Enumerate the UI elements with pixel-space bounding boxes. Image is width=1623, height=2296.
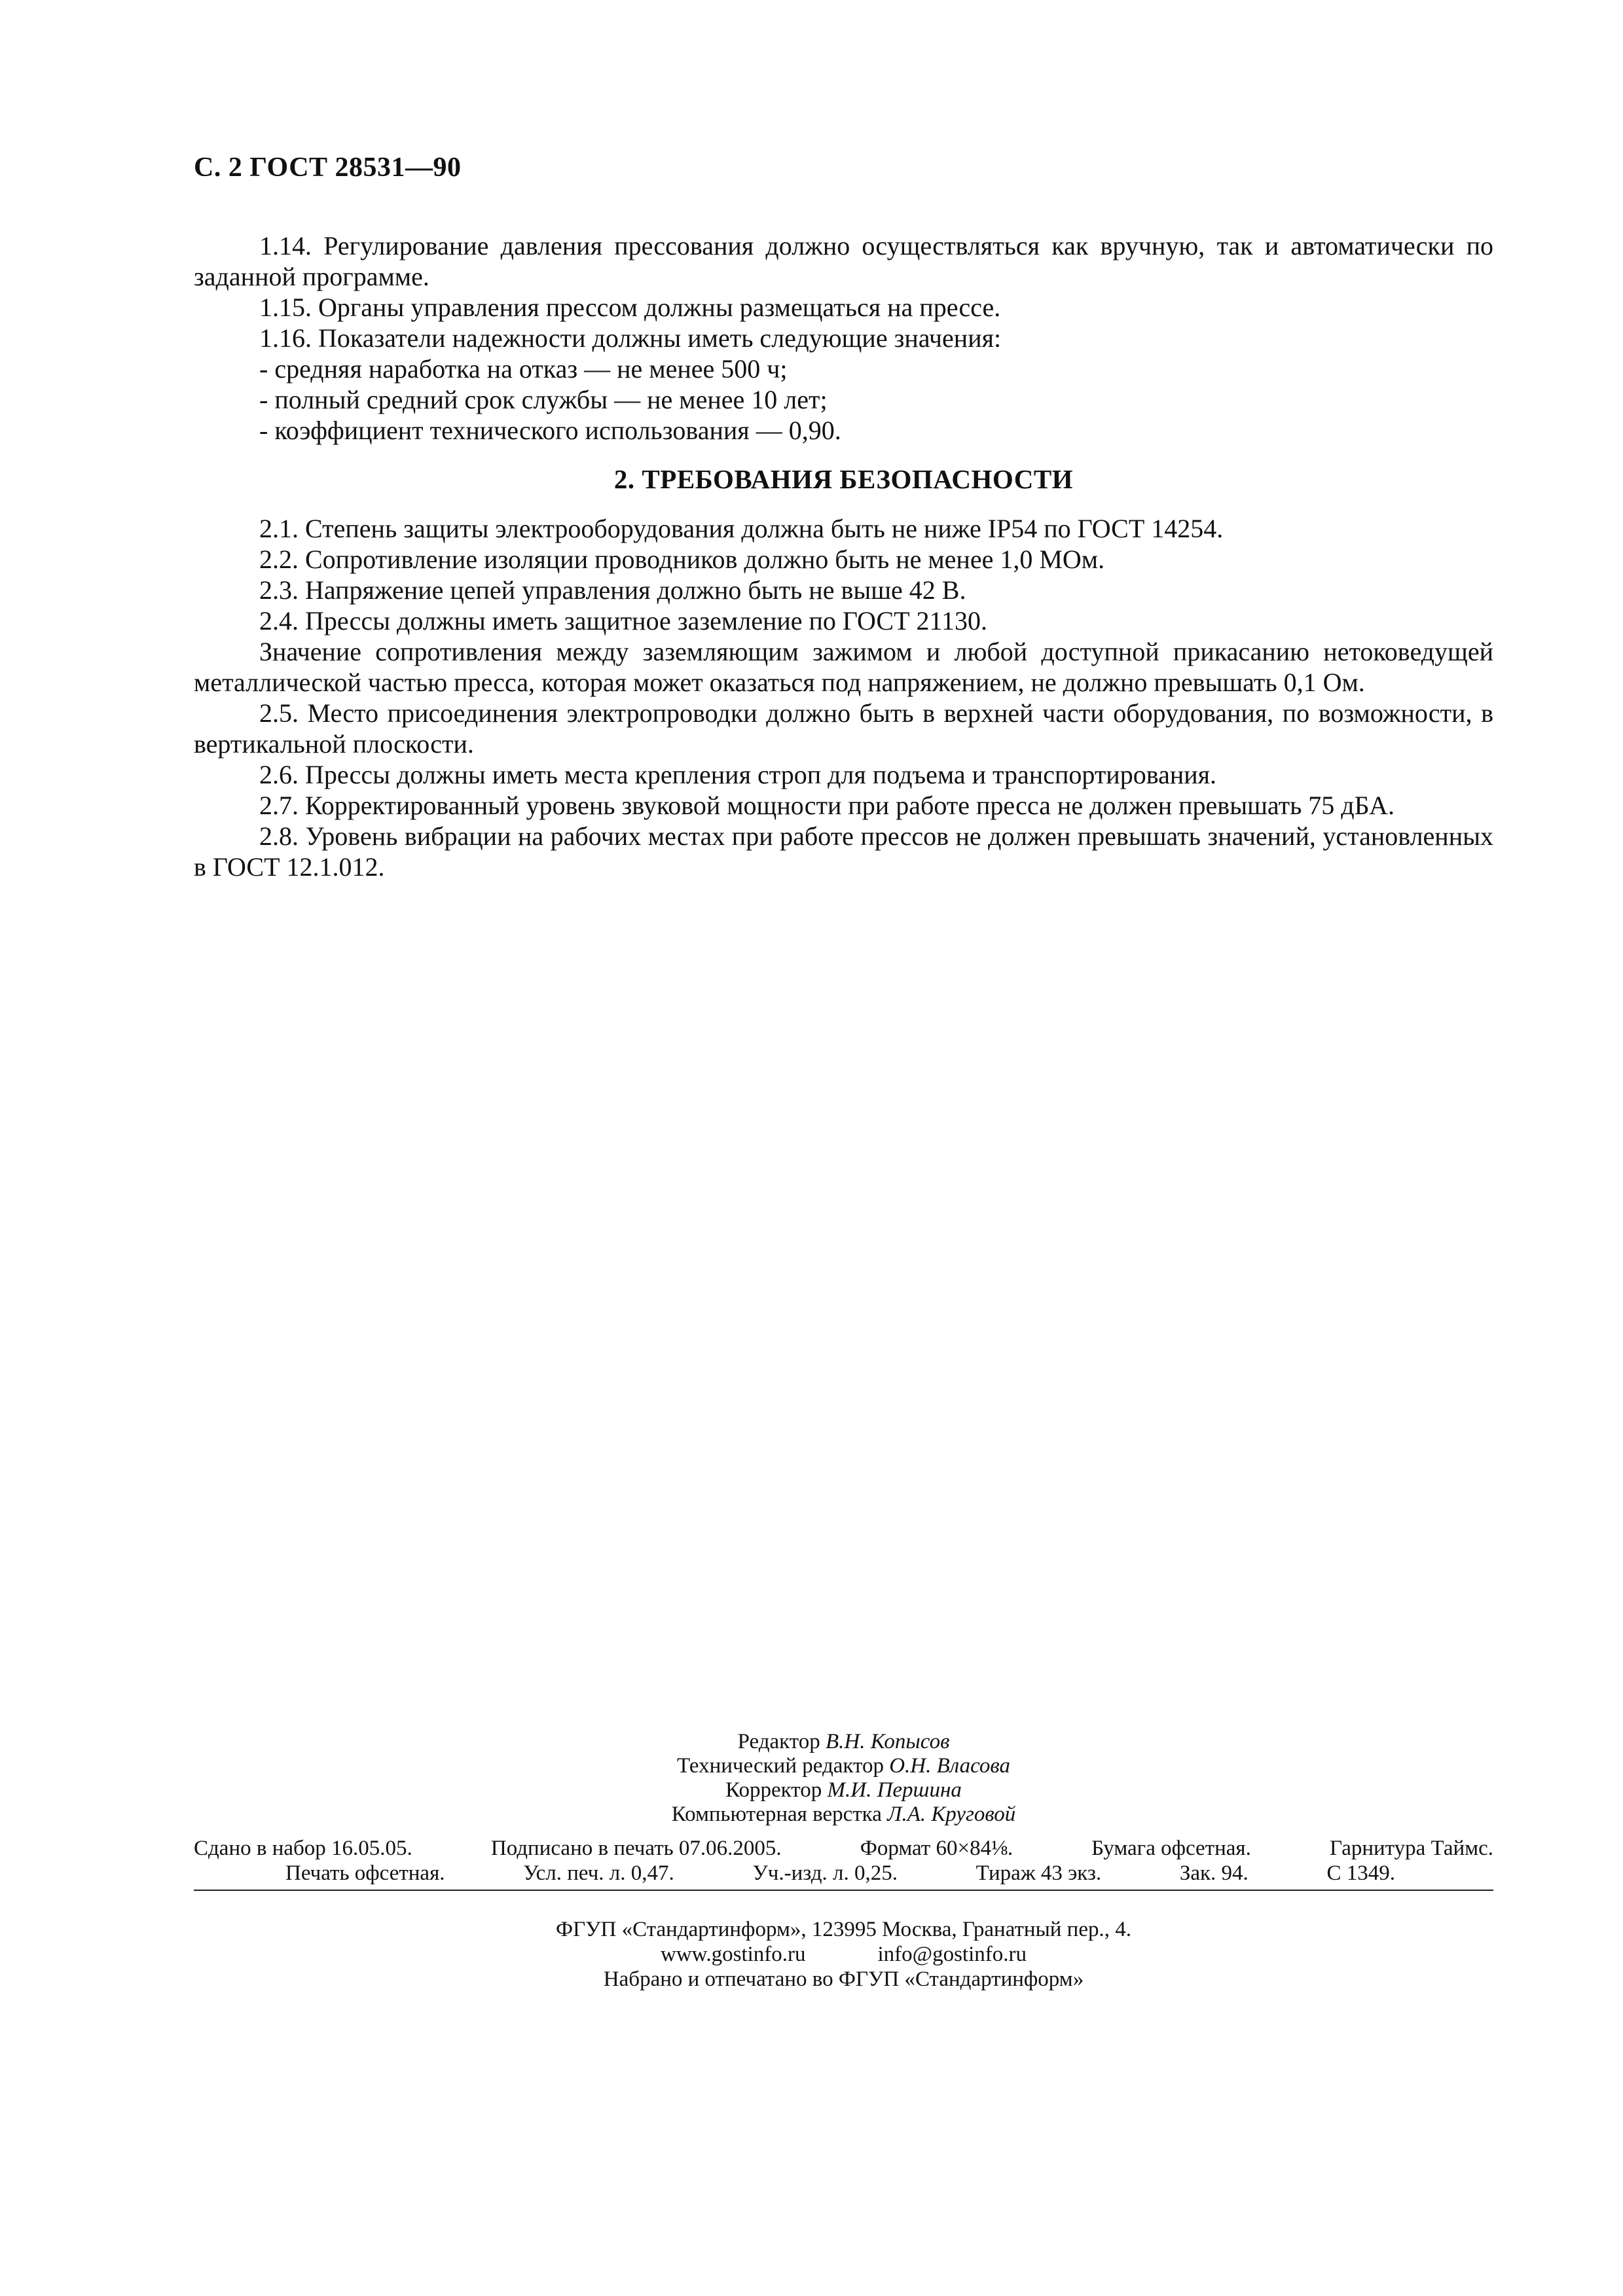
list-item: - коэффициент технического использования — 0,90. [259,416,841,445]
document-body [194,230,1493,882]
corrector-line [194,1778,1493,1803]
imprint-typeface: Гарнитура Таймс. [1329,1837,1493,1860]
layout-label: Компьютерная верстка [671,1803,882,1826]
imprint-typeset-date: Сдано в набор 16.05.05. [194,1837,412,1860]
publisher-contacts [194,1942,1493,1967]
paragraph-1-14: 1.14. Регулирование давления прессования должно осуществляться как вручную, так и автоматически по заданной программе. [194,231,1493,291]
paragraph-2-3: 2.3. Напряжение цепей управления должно быть не выше 42 В. [259,575,966,605]
credits-block [194,1730,1493,1827]
list-item: - полный средний срок службы — не менее 10 лет; [259,385,828,414]
corrector-name: М.И. Першина [827,1778,962,1802]
section-title: 2. ТРЕБОВАНИЯ БЕЗОПАСНОСТИ [613,464,1074,494]
publisher-email: info@gostinfo.ru [877,1943,1027,1966]
imprint-code: С 1349. [1326,1861,1395,1885]
imprint-paper: Бумага офсетная. [1091,1837,1251,1860]
imprint-signed-date: Подписано в печать 07.06.2005. [490,1837,782,1860]
divider-line [194,1890,1493,1891]
editor-name: В.Н. Копысов [826,1730,950,1753]
paragraph-2-8: 2.8. Уровень вибрации на рабочих местах при работе прессов не должен превышать значений, установленных в ГОСТ 12.1.012. [194,821,1493,882]
publisher-printed-by: Набрано и отпечатано во ФГУП «Стандартинформ» [603,1967,1084,1991]
paragraph-2-4-note: Значение сопротивления между заземляющим зажимом и любой доступной прикасанию нетоковедущей металлической частью пресса, которая может оказаться под напряжением, не должно превышать 0,1 Ом. [194,637,1493,697]
list-item: - средняя наработка на отказ — не менее 500 ч; [259,354,788,384]
page-header: С. 2 ГОСТ 28531—90 [194,152,462,183]
corrector-label: Корректор [725,1778,822,1802]
imprint-block [194,1836,1493,1886]
tech-editor-name: О.Н. Власова [889,1754,1011,1778]
tech-editor-line [194,1754,1493,1778]
publisher-website: www.gostinfo.ru [661,1943,806,1966]
imprint-print-sheets: Усл. печ. л. 0,47. [523,1861,674,1885]
publisher-block [194,1917,1493,1992]
imprint-order: Зак. 94. [1179,1861,1249,1885]
editor-line [194,1730,1493,1754]
paragraph-1-15: 1.15. Органы управления прессом должны размещаться на прессе. [259,293,1001,322]
paragraph-2-2: 2.2. Сопротивление изоляции проводников должно быть не менее 1,0 МОм. [259,545,1105,574]
paragraph-2-7: 2.7. Корректированный уровень звуковой мощности при работе пресса не должен превышать 75 дБА. [259,791,1395,820]
paragraph-1-16: 1.16. Показатели надежности должны иметь следующие значения: [259,323,1002,353]
paragraph-2-6: 2.6. Прессы должны иметь места крепления строп для подъема и транспортирования. [259,760,1217,789]
paragraph-2-1: 2.1. Степень защиты электрооборудования должна быть не ниже IP54 по ГОСТ 14254. [259,514,1224,543]
paragraph-2-5: 2.5. Место присоединения электропроводки должно быть в верхней части оборудования, по возможности, в вертикальной плоскости. [194,698,1493,759]
imprint-pub-sheets: Уч.-изд. л. 0,25. [752,1861,898,1885]
paragraph-2-4: 2.4. Прессы должны иметь защитное заземление по ГОСТ 21130. [259,606,988,636]
publisher-address: ФГУП «Стандартинформ», 123995 Москва, Гранатный пер., 4. [556,1918,1131,1941]
tech-editor-label: Технический редактор [676,1754,884,1778]
editor-label: Редактор [737,1730,820,1753]
layout-name: Л.А. Круговой [887,1803,1016,1826]
imprint-format: Формат 60×84⅛. [860,1837,1013,1860]
imprint-row-1 [194,1836,1493,1861]
imprint-circulation: Тираж 43 экз. [976,1861,1102,1885]
imprint-row-2 [194,1861,1493,1886]
imprint-print-type: Печать офсетная. [285,1861,445,1885]
layout-line [194,1803,1493,1827]
